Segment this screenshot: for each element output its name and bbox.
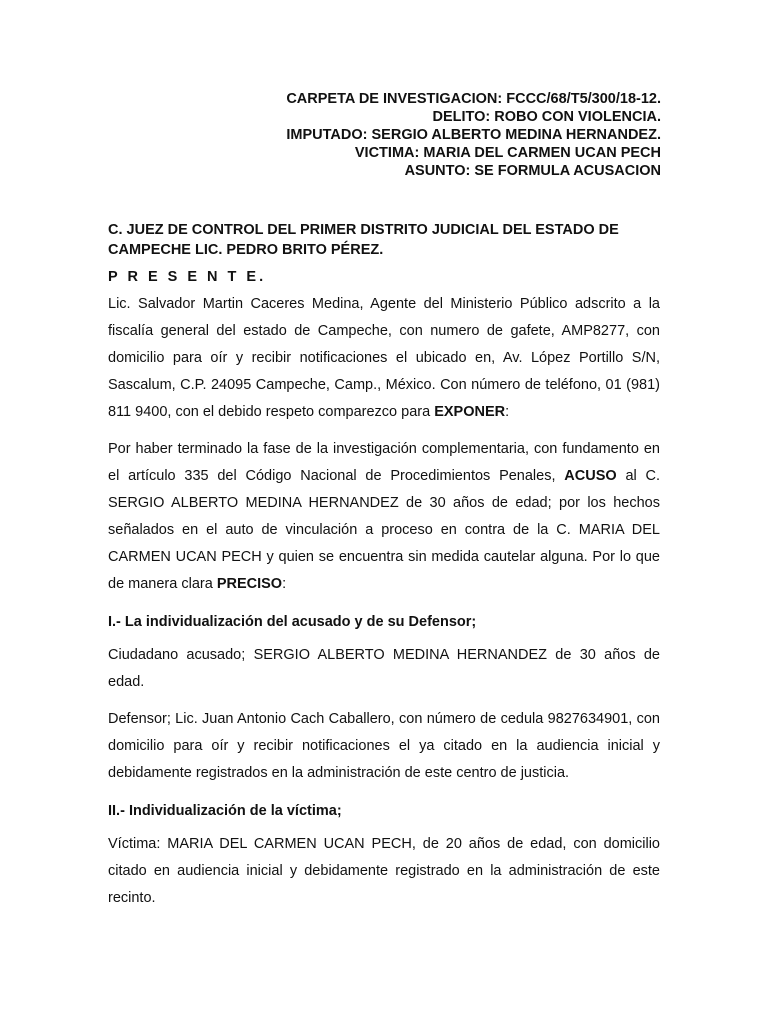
section-1-heading: I.- La individualización del acusado y de su Defensor; xyxy=(108,614,477,630)
intro-paragraph-text: Lic. Salvador Martin Caceres Medina, Agente del Ministerio Público adscrito a la fiscalía general del estado de Campeche, con numero de gafete, AMP8277, con domicilio para oír y recibir notificaciones el ubicado en, Av. López Portillo S/N, Sascalum, C.P. 24095 Campeche, Camp., México. Con número de teléfono, 01 (981) 811 9400, con el debido respeto comparezco para xyxy=(108,296,660,420)
accusation-text-b: al C. SERGIO ALBERTO MEDINA HERNANDEZ de 30 años de edad; por los hechos señalados en el auto de vinculación a proceso en contra de la C. MARIA DEL CARMEN UCAN PECH y quien se encuentra sin medida cautelar alguna. Por lo que de manera clara xyxy=(108,468,661,592)
accusation-text-a: Por haber terminado la fase de la investigación complementaria, con fundamento en el artículo 335 del Código Nacional de Procedimientos Penales, xyxy=(108,441,660,484)
case-folder-line: CARPETA DE INVESTIGACION: FCCC/68/T5/300/18-12. xyxy=(286,91,661,107)
accusation-bold-b: PRECISO xyxy=(216,576,283,592)
accusation-bold-a: ACUSO xyxy=(564,468,617,484)
addressee-line-2: CAMPECHE LIC. PEDRO BRITO PÉREZ. xyxy=(108,242,384,258)
accusation-paragraph xyxy=(108,436,660,598)
case-header xyxy=(286,90,661,180)
document-body xyxy=(108,220,660,912)
accusation-tail: : xyxy=(282,576,287,592)
addressee-line-1: C. JUEZ DE CONTROL DEL PRIMER DISTRITO JUDICIAL DEL ESTADO DE xyxy=(108,222,619,238)
presente-salutation: P R E S E N T E. xyxy=(108,269,267,285)
defender-paragraph: Defensor; Lic. Juan Antonio Cach Caballero, con número de cedula 9827634901, con domicilio para oír y recibir notificaciones el ya citado en la audiencia inicial y debidamente registrados en la administración de este centro de justicia. xyxy=(108,711,660,781)
victim-line: VICTIMA: MARIA DEL CARMEN UCAN PECH xyxy=(354,145,661,161)
intro-paragraph-tail: : xyxy=(505,404,510,420)
accused-paragraph: Ciudadano acusado; SERGIO ALBERTO MEDINA HERNANDEZ de 30 años de edad. xyxy=(108,647,660,690)
intro-paragraph xyxy=(108,291,660,426)
addressee xyxy=(108,220,660,260)
victim-paragraph: Víctima: MARIA DEL CARMEN UCAN PECH, de 20 años de edad, con domicilio citado en audiencia inicial y debidamente registrado en la administración de este recinto. xyxy=(108,836,660,906)
accused-line: IMPUTADO: SERGIO ALBERTO MEDINA HERNANDEZ. xyxy=(286,127,661,143)
subject-line: ASUNTO: SE FORMULA ACUSACION xyxy=(404,163,661,179)
section-2-heading: II.- Individualización de la víctima; xyxy=(108,803,342,819)
intro-paragraph-bold: EXPONER xyxy=(434,404,506,420)
offense-line: DELITO: ROBO CON VIOLENCIA. xyxy=(432,109,661,125)
